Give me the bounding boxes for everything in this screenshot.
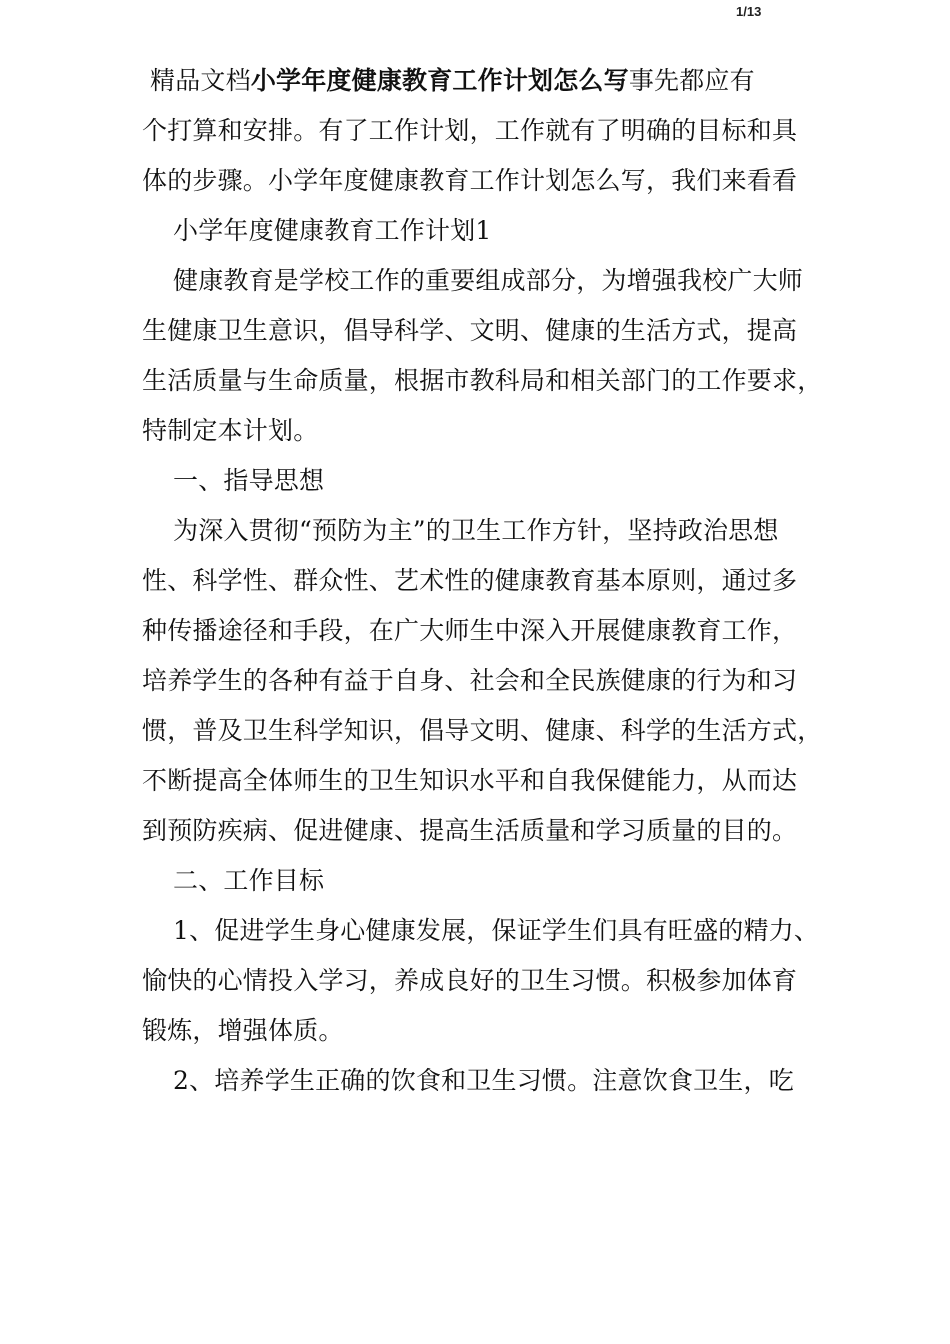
goal1-line: 愉快的心情投入学习，养成良好的卫生习惯。积极参加体育	[142, 966, 798, 995]
intro-line-1	[142, 56, 822, 106]
para1-line: 生活质量与生命质量，根据市教科局和相关部门的工作要求，	[142, 366, 823, 395]
para2-line: 为深入贯彻“预防为主”的卫生工作方针，坚持政治思想	[173, 516, 779, 545]
intro-line-3: 体的步骤。小学年度健康教育工作计划怎么写，我们来看看	[142, 166, 798, 195]
intro-rest: 事先都应有	[628, 66, 755, 95]
para2-line: 种传播途径和手段，在广大师生中深入开展健康教育工作，	[142, 616, 798, 645]
para2-line: 到预防疾病、促进健康、提高生活质量和学习质量的目的。	[142, 816, 798, 845]
intro-line-2: 个打算和安排。有了工作计划，工作就有了明确的目标和具	[142, 116, 798, 145]
doc-prefix: 精品文档	[150, 66, 251, 95]
para2-line: 不断提高全体师生的卫生知识水平和自我保健能力，从而达	[142, 766, 798, 795]
goal1-line: 锻炼，增强体质。	[142, 1016, 344, 1045]
para2-line: 性、科学性、群众性、艺术性的健康教育基本原则，通过多	[142, 566, 798, 595]
para1-line: 特制定本计划。	[142, 416, 319, 445]
para1-line: 健康教育是学校工作的重要组成部分，为增强我校广大师	[173, 266, 804, 295]
goal1-line: 1、促进学生身心健康发展，保证学生们具有旺盛的精力、	[173, 916, 820, 945]
doc-title: 小学年度健康教育工作计划怎么写	[250, 66, 629, 95]
section-heading-guiding-ideology: 一、指导思想	[173, 466, 325, 495]
section-heading-work-goals: 二、工作目标	[173, 866, 325, 895]
goal2-line: 2、培养学生正确的饮食和卫生习惯。注意饮食卫生，吃	[173, 1066, 794, 1095]
para1-line: 生健康卫生意识，倡导科学、文明、健康的生活方式，提高	[142, 316, 798, 345]
plan-heading: 小学年度健康教育工作计划1	[173, 216, 492, 245]
para2-line: 惯，普及卫生科学知识，倡导文明、健康、科学的生活方式，	[142, 716, 823, 745]
para2-line: 培养学生的各种有益于自身、社会和全民族健康的行为和习	[142, 666, 798, 695]
page-number: 1/13	[736, 4, 762, 19]
document-body	[142, 56, 822, 1106]
